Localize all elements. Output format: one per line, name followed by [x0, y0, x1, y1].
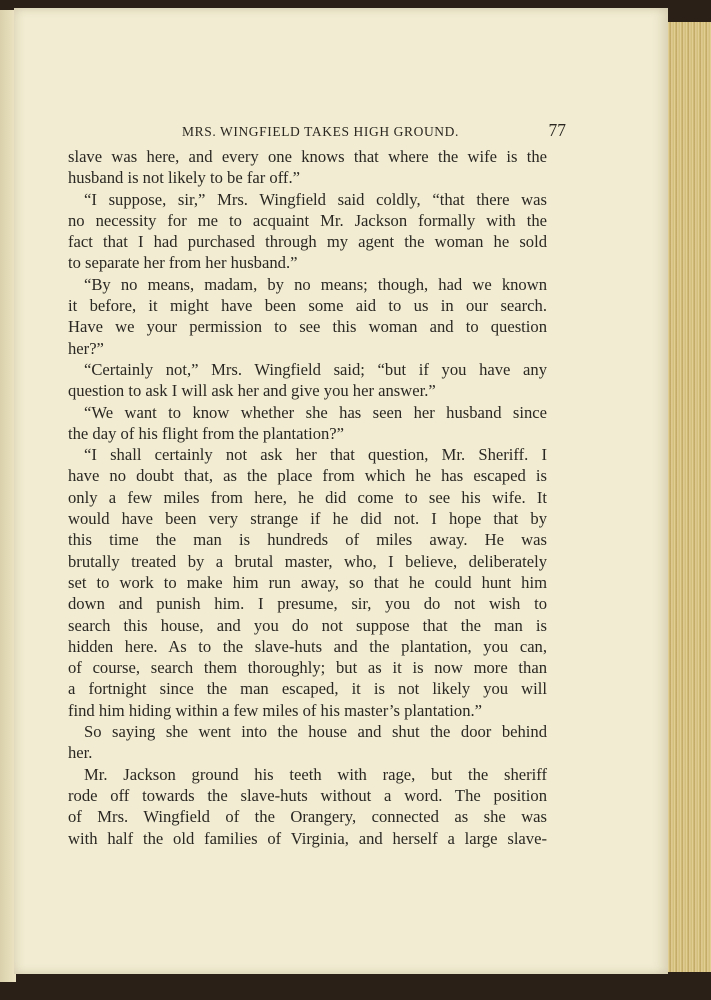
- text-line: only a few miles from here, he did come to see his wife. It: [68, 487, 547, 507]
- text-line: it before, it might have been some aid to us in our search.: [68, 296, 547, 316]
- text-line: to separate her from her husband.”: [68, 253, 298, 273]
- text-line: “Certainly not,” Mrs. Wingfield said; “but if you have any: [84, 359, 547, 379]
- text-line: the day of his flight from the plantation?”: [68, 423, 345, 443]
- text-line: “I shall certainly not ask her that question, Mr. Sheriff. I: [84, 445, 547, 465]
- text-line: down and punish him. I presume, sir, you do not wish to: [68, 594, 547, 614]
- text-line: slave was here, and every one knows that where the wife is the: [68, 147, 547, 166]
- text-line: a fortnight since the man escaped, it is not likely you will: [68, 679, 547, 699]
- text-line: husband is not likely to be far off.”: [68, 168, 300, 188]
- text-line: question to ask I will ask her and give you her answer.”: [68, 381, 436, 401]
- text-line: search this house, and you do not suppose that the man is: [68, 615, 547, 635]
- text-line: Have we your permission to see this woman and to question: [68, 317, 547, 337]
- text-line: this time the man is hundreds of miles away. He was: [68, 530, 547, 550]
- page-number: 77: [548, 120, 566, 140]
- text-line: her.: [68, 743, 93, 763]
- text-line: with half the old families of Virginia, and herself a large slave-: [68, 828, 547, 848]
- text-line: find him hiding within a few miles of his master’s plantation.”: [68, 700, 483, 720]
- text-line: no necessity for me to acquaint Mr. Jackson formally with the: [68, 210, 547, 230]
- text-line: set to work to make him run away, so that he could hunt him: [68, 572, 547, 592]
- text-line: “I suppose, sir,” Mrs. Wingfield said coldly, “that there was: [84, 189, 547, 209]
- page-edges-stack: [666, 22, 711, 972]
- text-line: hidden here. As to the slave-huts and the plantation, you can,: [68, 636, 547, 656]
- text-line: rode off towards the slave-huts without a word. The position: [68, 785, 547, 805]
- running-title: MRS. WINGFIELD TAKES HIGH GROUND.: [182, 124, 459, 139]
- text-line: fact that I had purchased through my agent the woman he sold: [68, 232, 547, 252]
- text-line: of course, search them thoroughly; but as it is now more than: [68, 658, 547, 678]
- text-line: her?”: [68, 338, 104, 358]
- text-line: “We want to know whether she has seen her husband since: [84, 402, 547, 422]
- text-line: brutally treated by a brutal master, who, I believe, deliberately: [68, 551, 547, 571]
- text-line: would have been very strange if he did not. I hope that by: [68, 509, 547, 529]
- running-head: [82, 115, 574, 145]
- text-line: of Mrs. Wingfield of the Orangery, connected as she was: [68, 807, 547, 827]
- text-line: “By no means, madam, by no means; though, had we known: [84, 274, 547, 294]
- text-line: Mr. Jackson ground his teeth with rage, but the sheriff: [84, 764, 547, 784]
- text-line: So saying she went into the house and shut the door behind: [84, 722, 547, 742]
- body-text: [68, 146, 547, 849]
- text-line: have no doubt that, as the place from which he has escaped is: [68, 466, 547, 486]
